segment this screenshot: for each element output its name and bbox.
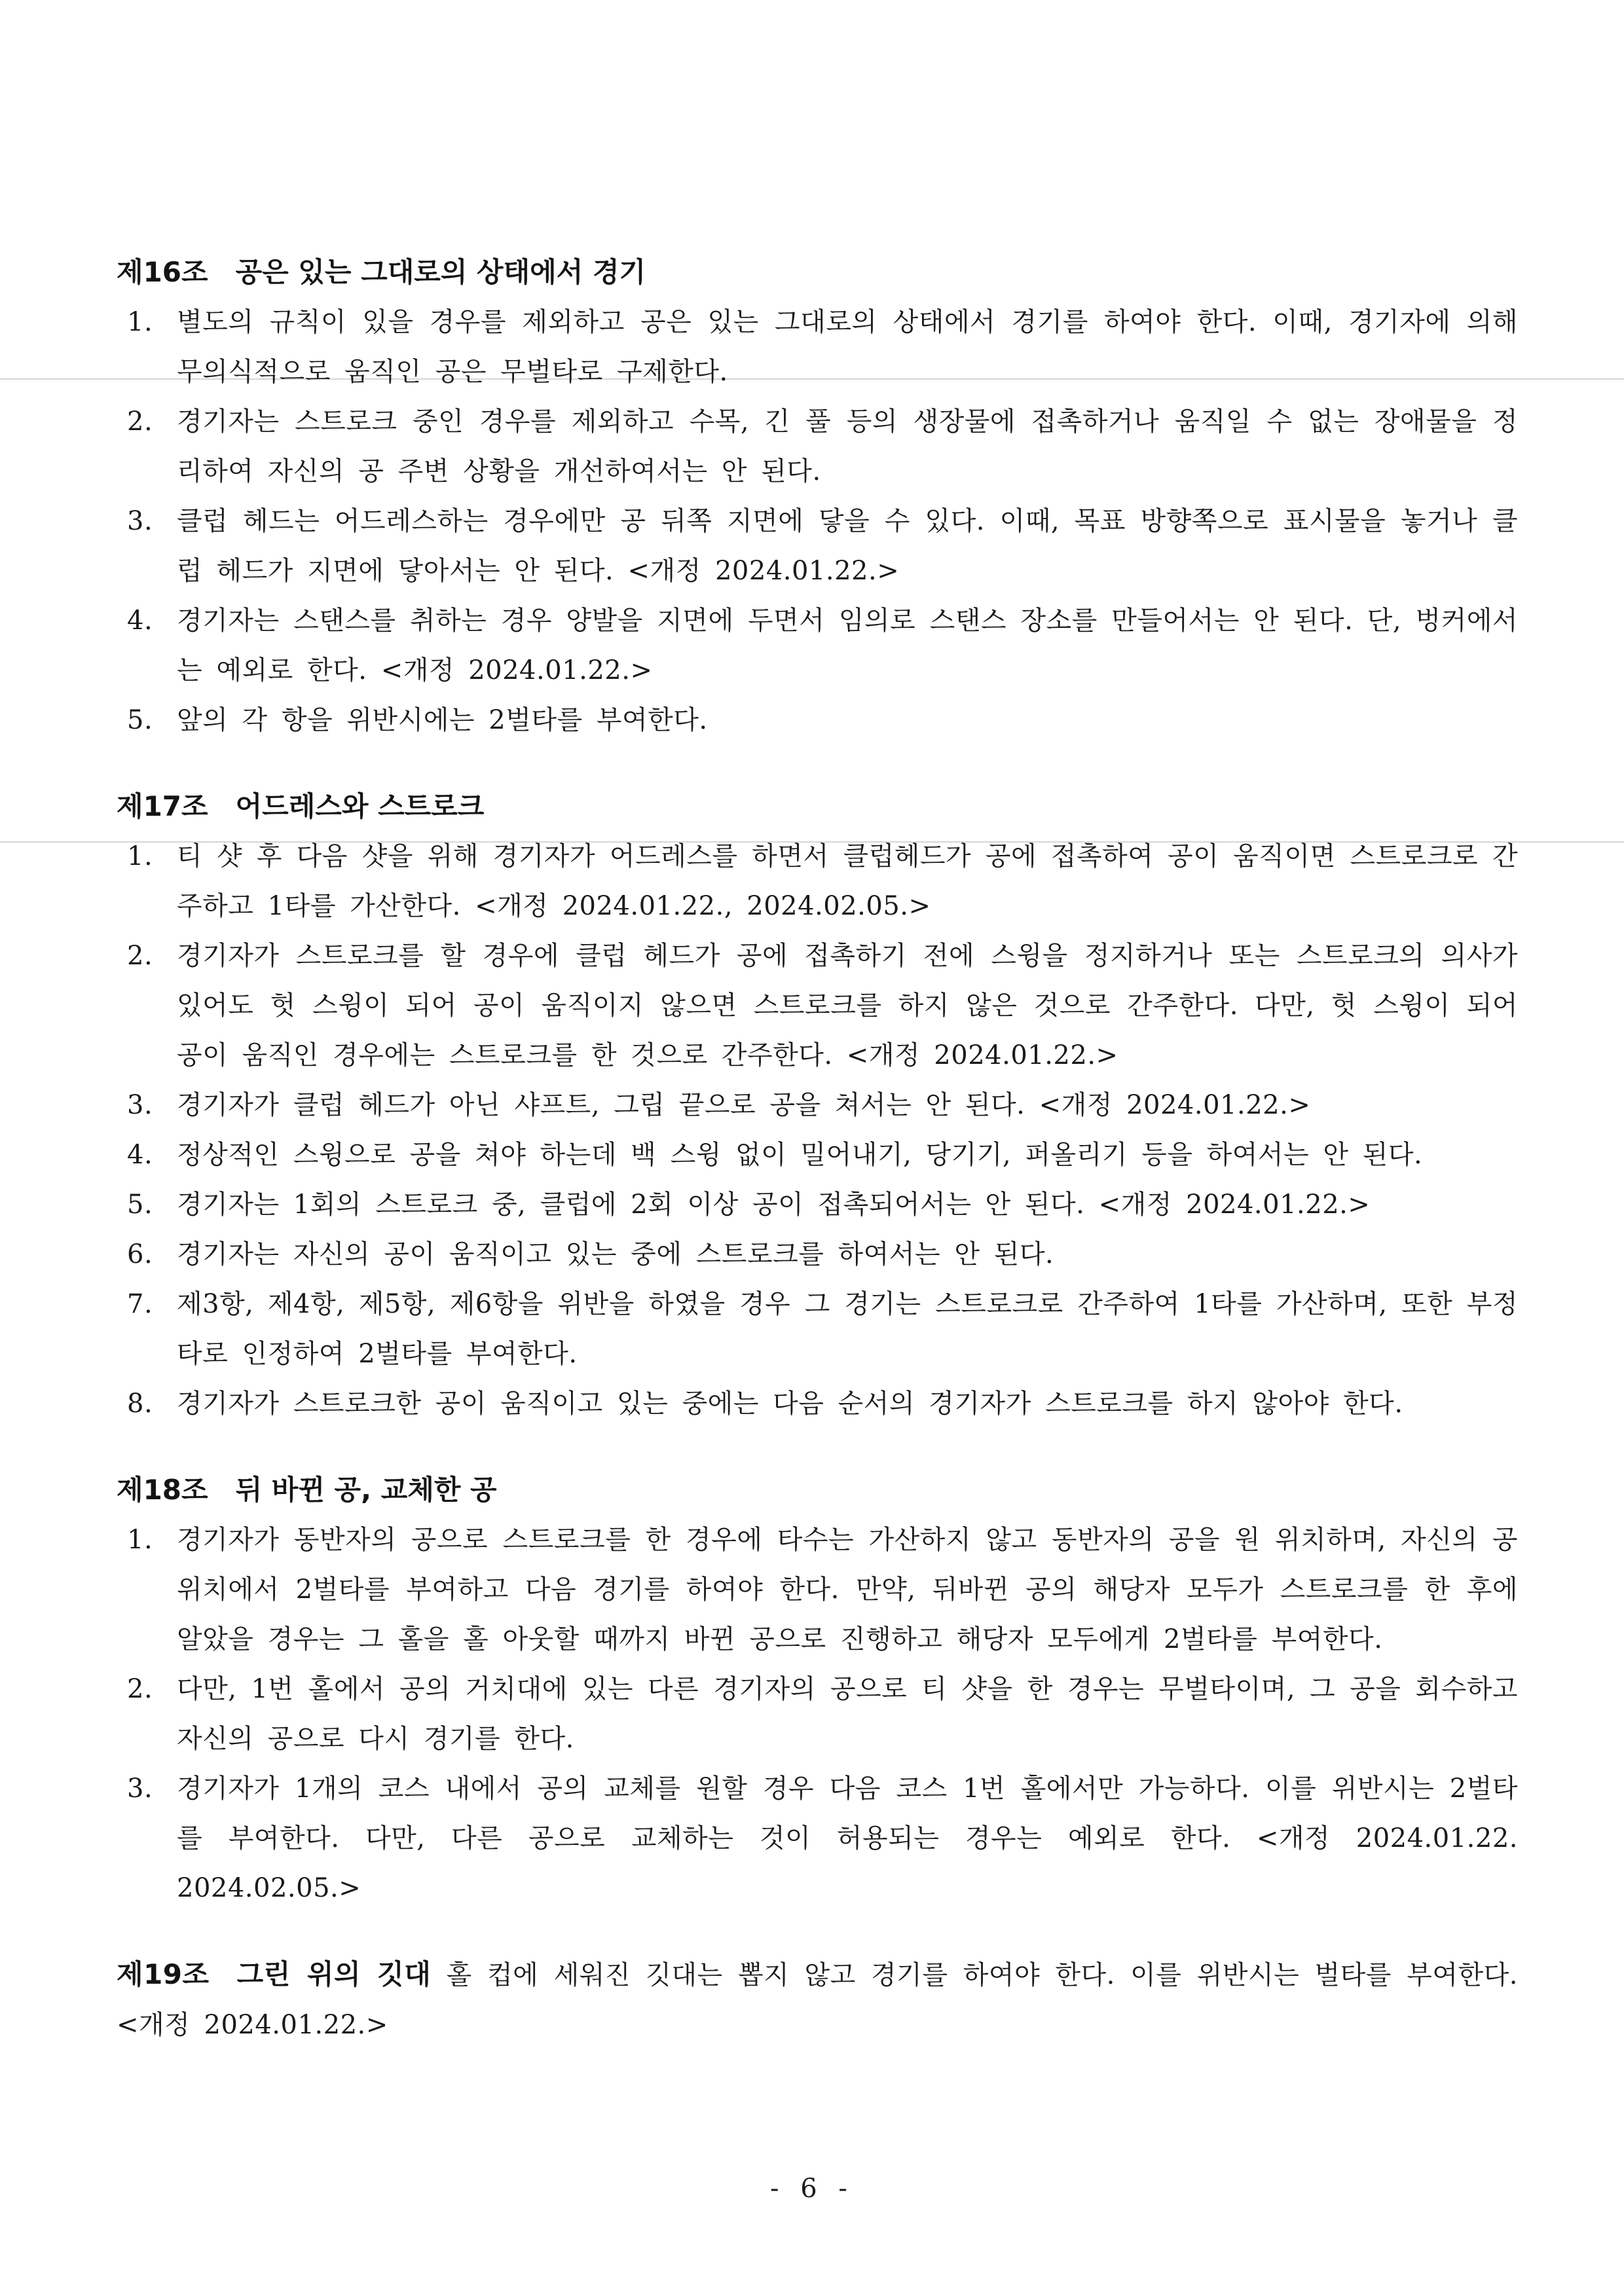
page-number: - 6 - [770,2174,854,2204]
item-text: 다만, 1번 홀에서 공의 거치대에 있는 다른 경기자의 공으로 티 샷을 한 경우는 무벌타이며, 그 공을 회수하고 자신의 공으로 다시 경기를 한다. [177,1674,1518,1754]
article-item [117,1230,1518,1279]
item-number: 1. [127,307,153,337]
item-number: 3. [127,506,153,536]
item-text: 클럽 헤드는 어드레스하는 경우에만 공 뒤쪽 지면에 닿을 수 있다. 이때, 목표 방향쪽으로 표시물을 놓거나 클럽 헤드가 지면에 닿아서는 안 된다. <개정 2024.01.22.> [177,506,1518,586]
article-item [117,831,1518,931]
article-item [117,1664,1518,1764]
article-number: 제18조 [117,1474,208,1506]
item-text: 경기자는 스탠스를 취하는 경우 양발을 지면에 두면서 임의로 스탠스 장소를 만들어서는 안 된다. 단, 벙커에서는 예외로 한다. <개정 2024.01.22.> [177,606,1518,685]
article-title: 공은 있는 그대로의 상태에서 경기 [235,256,646,288]
item-text: 경기자가 1개의 코스 내에서 공의 교체를 원할 경우 다음 코스 1번 홀에서만 가능하다. 이를 위반시는 2벌타를 부여한다. 다만, 다른 공으로 교체하는 것이 허용되는 경우는 예외로 한다. <개정 2024.01.22. 2024.02.05.> [177,1774,1518,1903]
article-text: 홀 컵에 세워진 깃대는 뽑지 않고 경기를 하여야 한다. 이를 위반시는 벌타를 부여한다. <개정 2024.01.22.> [117,1960,1518,2040]
article-item [117,1515,1518,1664]
item-number: 8. [127,1389,153,1419]
article-item [117,1764,1518,1913]
article-heading [117,1465,1518,1515]
item-number: 1. [127,841,153,871]
item-number: 7. [127,1289,153,1319]
item-number: 4. [127,1140,153,1170]
item-text: 경기자는 1회의 스트로크 중, 클럽에 2회 이상 공이 접촉되어서는 안 된다. <개정 2024.01.22.> [177,1190,1371,1220]
item-text: 경기자가 클럽 헤드가 아닌 샤프트, 그립 끝으로 공을 쳐서는 안 된다. <개정 2024.01.22.> [177,1090,1311,1120]
article-item [117,1130,1518,1180]
article-title: 어드레스와 스트로크 [235,790,485,822]
article-item [117,297,1518,397]
item-number: 3. [127,1090,153,1120]
item-number: 4. [127,606,153,636]
article-item [117,496,1518,596]
article-18 [117,1465,1518,1913]
article-17 [117,782,1518,1429]
article-title: 뒤 바뀐 공, 교체한 공 [235,1474,497,1506]
item-number: 5. [127,705,153,735]
article-number: 제19조 [117,1958,210,1990]
item-number: 3. [127,1774,153,1804]
item-text: 제3항, 제4항, 제5항, 제6항을 위반을 하였을 경우 그 경기는 스트로크로 간주하여 1타를 가산하며, 또한 부정타로 인정하여 2벌타를 부여한다. [177,1289,1518,1369]
article-heading [117,1958,431,1990]
article-heading [117,782,1518,831]
article-item [117,1379,1518,1429]
item-number: 2. [127,407,153,437]
item-text: 앞의 각 항을 위반시에는 2벌타를 부여한다. [177,705,708,735]
item-text: 경기자가 스트로크를 할 경우에 클럽 헤드가 공에 접촉하기 전에 스윙을 정지하거나 또는 스트로크의 의사가 있어도 헛 스윙이 되어 공이 움직이지 않으면 스트로크를 하지 않은 것으로 간주한다. 다만, 헛 스윙이 되어 공이 움직인 경우에는 스트로크를 한 것으로 간주한다. <개정 2024.01.22.> [177,941,1519,1070]
item-text: 경기자는 스트로크 중인 경우를 제외하고 수목, 긴 풀 등의 생장물에 접촉하거나 움직일 수 없는 장애물을 정리하여 자신의 공 주변 상황을 개선하여서는 안 된다. [177,407,1518,486]
article-title: 그린 위의 깃대 [236,1958,432,1990]
item-number: 6. [127,1239,153,1269]
item-text: 티 샷 후 다음 샷을 위해 경기자가 어드레스를 하면서 클럽헤드가 공에 접촉하여 공이 움직이면 스트로크로 간주하고 1타를 가산한다. <개정 2024.01.22., 2024.02.05.> [177,841,1518,921]
article-item [117,695,1518,745]
item-text: 경기자가 스트로크한 공이 움직이고 있는 중에는 다음 순서의 경기자가 스트로크를 하지 않아야 한다. [177,1389,1403,1419]
item-number: 5. [127,1190,153,1220]
item-text: 경기자가 동반자의 공으로 스트로크를 한 경우에 타수는 가산하지 않고 동반자의 공을 원 위치하며, 자신의 공 위치에서 2벌타를 부여하고 다음 경기를 하여야 한다. 만약, 뒤바뀐 공의 해당자 모두가 스트로크를 한 후에 알았을 경우는 그 홀을 홀 아웃할 때까지 바뀐 공으로 진행하고 해당자 모두에게 2벌타를 부여한다. [177,1525,1518,1654]
article-number: 제16조 [117,256,208,288]
article-items [117,831,1518,1429]
article-19 [117,1950,1518,2050]
article-heading [117,247,1518,297]
document-body [117,247,1518,2086]
article-items [117,297,1518,745]
article-items [117,1515,1518,1913]
article-item [117,596,1518,695]
item-number: 1. [127,1525,153,1555]
article-item [117,1080,1518,1130]
article-item [117,931,1518,1080]
item-number: 2. [127,941,153,971]
item-text: 별도의 규칙이 있을 경우를 제외하고 공은 있는 그대로의 상태에서 경기를 하여야 한다. 이때, 경기자에 의해 무의식적으로 움직인 공은 무벌타로 구제한다. [177,307,1518,387]
item-text: 경기자는 자신의 공이 움직이고 있는 중에 스트로크를 하여서는 안 된다. [177,1239,1054,1269]
article-number: 제17조 [117,790,208,822]
article-item [117,397,1518,496]
article-16 [117,247,1518,745]
article-item [117,1180,1518,1230]
article-item [117,1279,1518,1379]
item-text: 정상적인 스윙으로 공을 쳐야 하는데 백 스윙 없이 밀어내기, 당기기, 퍼올리기 등을 하여서는 안 된다. [177,1140,1423,1170]
item-number: 2. [127,1674,153,1704]
